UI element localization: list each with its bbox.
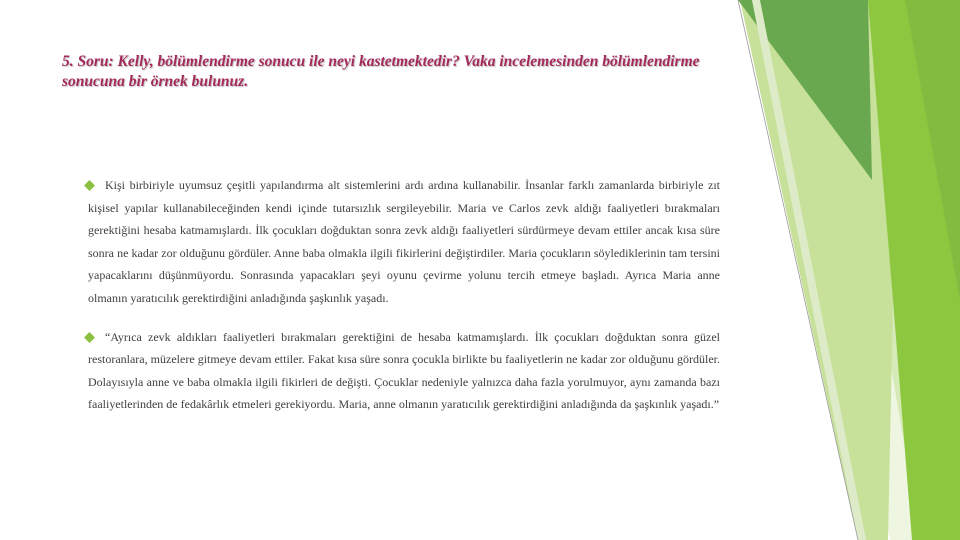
bullet-list bbox=[88, 174, 720, 416]
bullet-text: Kişi birbiriyle uyumsuz çeşitli yapılandırma alt sistemlerini ardı ardına kullanabilir. İnsanlar farklı zamanlarda birbiriyle zıt kişisel yapılar kullanabileceğinden kendi içinde tutarsızlık sergileyebilir. Maria ve Carlos zevk aldığı faaliyetleri bırakmaları gerektiğini hesaba katmamışlardı. İlk çocukları doğduktan sonra zevk aldığı faaliyetleri sürdürmeye devam ettiler ancak kısa süre sonra ne kadar zor olduğunu gördüler. Anne baba olmakla ilgili fikirlerini değiştirdiler. Maria çocukların söylediklerinin tam tersini yapacaklarını düşünmüyordu. Sonrasında yapacakları şeyi oyunu çevirme yolunu tercih etmeye başladı. Ayrıca Maria anne olmanın yaratıcılık gerektirdiğini anladığında şaşkınlık yaşadı. bbox=[88, 178, 720, 305]
bullet-text: “Ayrıca zevk aldıkları faaliyetleri bırakmaları gerektiğini de hesaba katmamışlardı. İlk çocukları doğduktan sonra güzel restoranlara, müzelere gitmeye devam ettiler. Fakat kısa süre sonra çocukla birlikte bu faaliyetlerin ne kadar zor olduğunu gördüler. Dolayısıyla anne ve baba olmakla ilgili fikirleri de değişti. Çocuklar nedeniyle yalnızca daha fazla yorulmuyor, aynı zamanda bazı faaliyetlerinden de fedakârlık etmeleri gerekiyordu. Maria, anne olmanın yaratıcılık gerektirdiğini anladığında da şaşkınlık yaşadı.” bbox=[88, 329, 720, 412]
slide-title: 5. Soru: Kelly, bölümlendirme sonucu ile neyi kastetmektedir? Vaka incelemesinden bölümlendirme sonucuna bir örnek bulunuz. bbox=[62, 53, 700, 90]
diamond-bullet-icon bbox=[84, 180, 95, 191]
bullet-item bbox=[88, 174, 720, 310]
diamond-bullet-icon bbox=[84, 332, 95, 343]
bullet-item bbox=[88, 326, 720, 416]
